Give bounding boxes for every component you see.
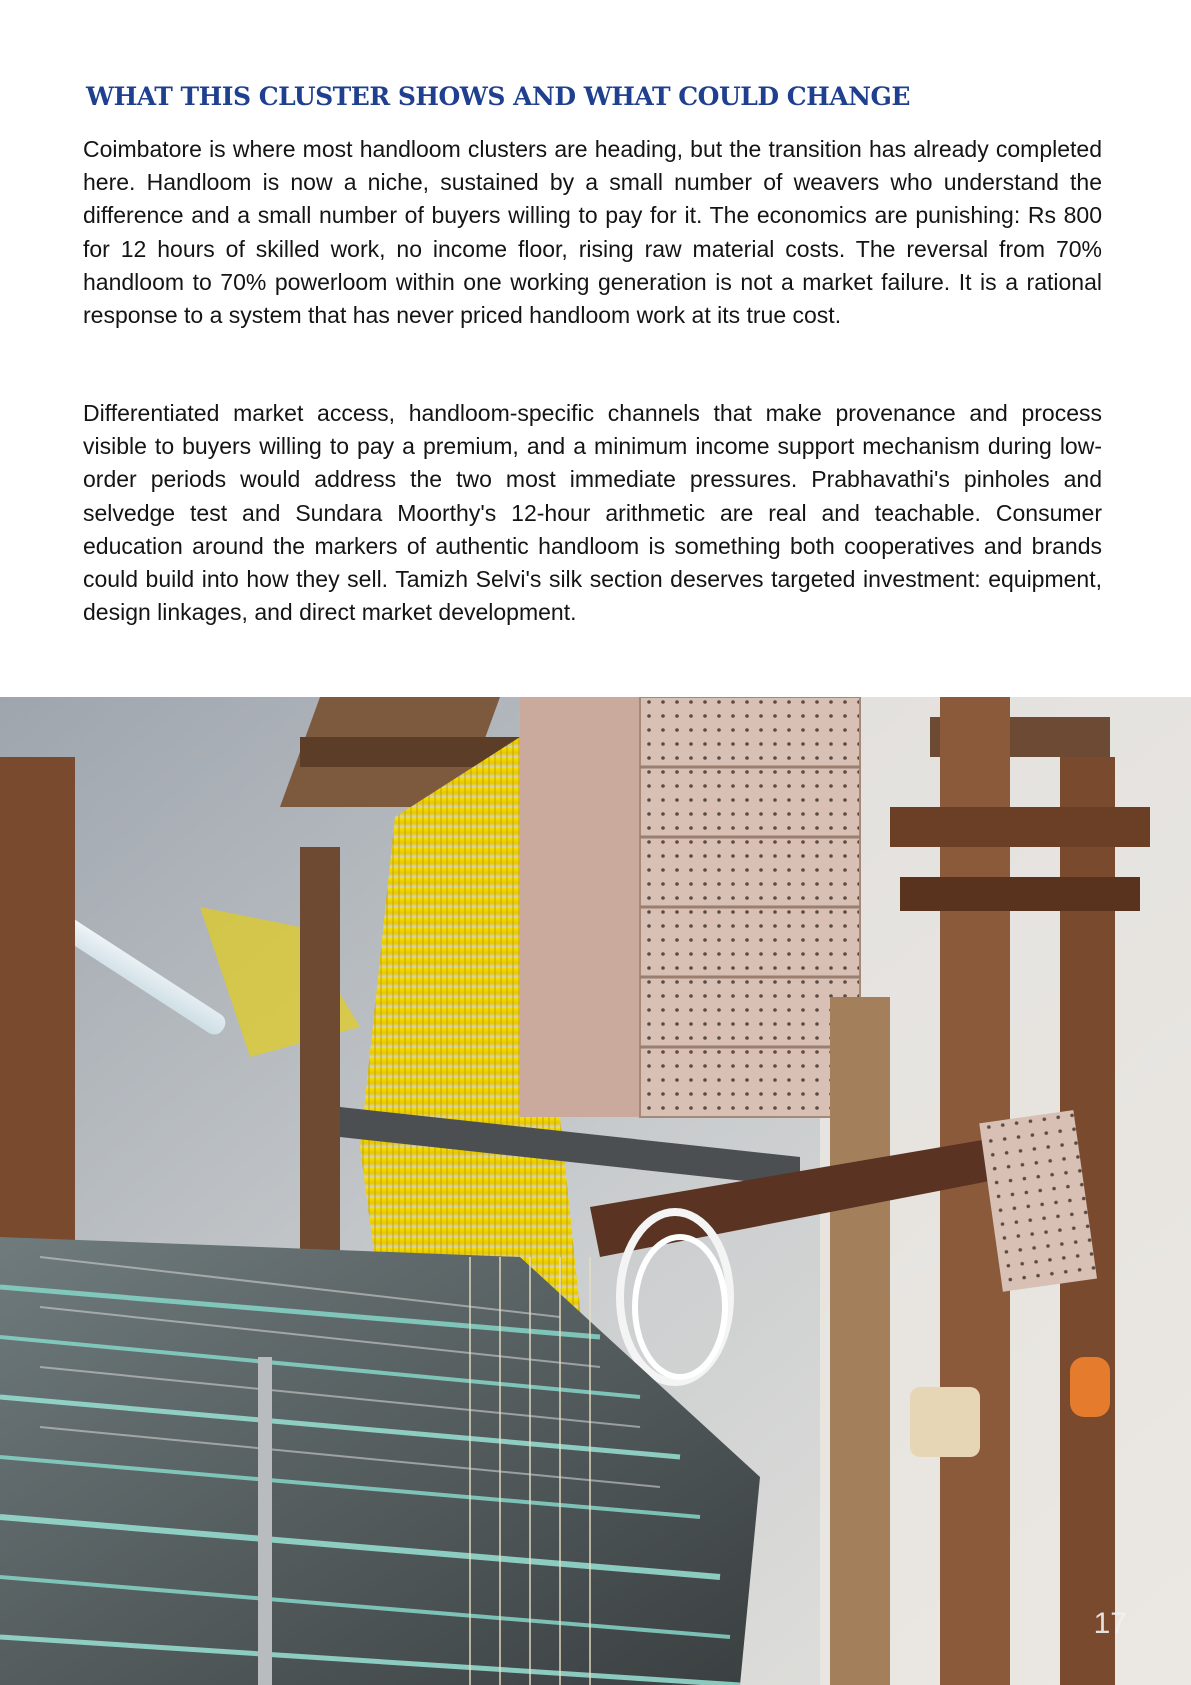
page-number: 17 (1093, 1607, 1127, 1640)
paragraph-2: Differentiated market access, handloom-specific channels that make provenance and process visible to buyers willing to pay a premium, and a minimum income support mechanism during low-order periods would address the two most immediate pressures. Prabhavathi's pinholes and selvedge test and Sundara Moorthy's 12-hour arithmetic are real and teachable. Consumer education around the markers of authentic handloom is something both cooperatives and brands could build into how they sell. Tamizh Selvi's silk section deserves targeted investment: equipment, design linkages, and direct market development. (83, 400, 1102, 626)
loom-illustration (0, 697, 1191, 1685)
loom-photo (0, 697, 1191, 1685)
paragraph-1: Coimbatore is where most handloom clusters are heading, but the transition has already completed here. Handloom is now a niche, sustained by a small number of weavers who understand the difference and a small number of buyers willing to pay for it. The economics are punishing: Rs 800 for 12 hours of skilled work, no income floor, rising raw material costs. The reversal from 70% handloom to 70% powerloom within one working generation is not a market failure. It is a rational response to a system that has never priced handloom work at its true cost. (83, 136, 1102, 329)
section-heading: WHAT THIS CLUSTER SHOWS AND WHAT COULD CHANGE (86, 82, 910, 111)
punched-cards (520, 697, 860, 1117)
